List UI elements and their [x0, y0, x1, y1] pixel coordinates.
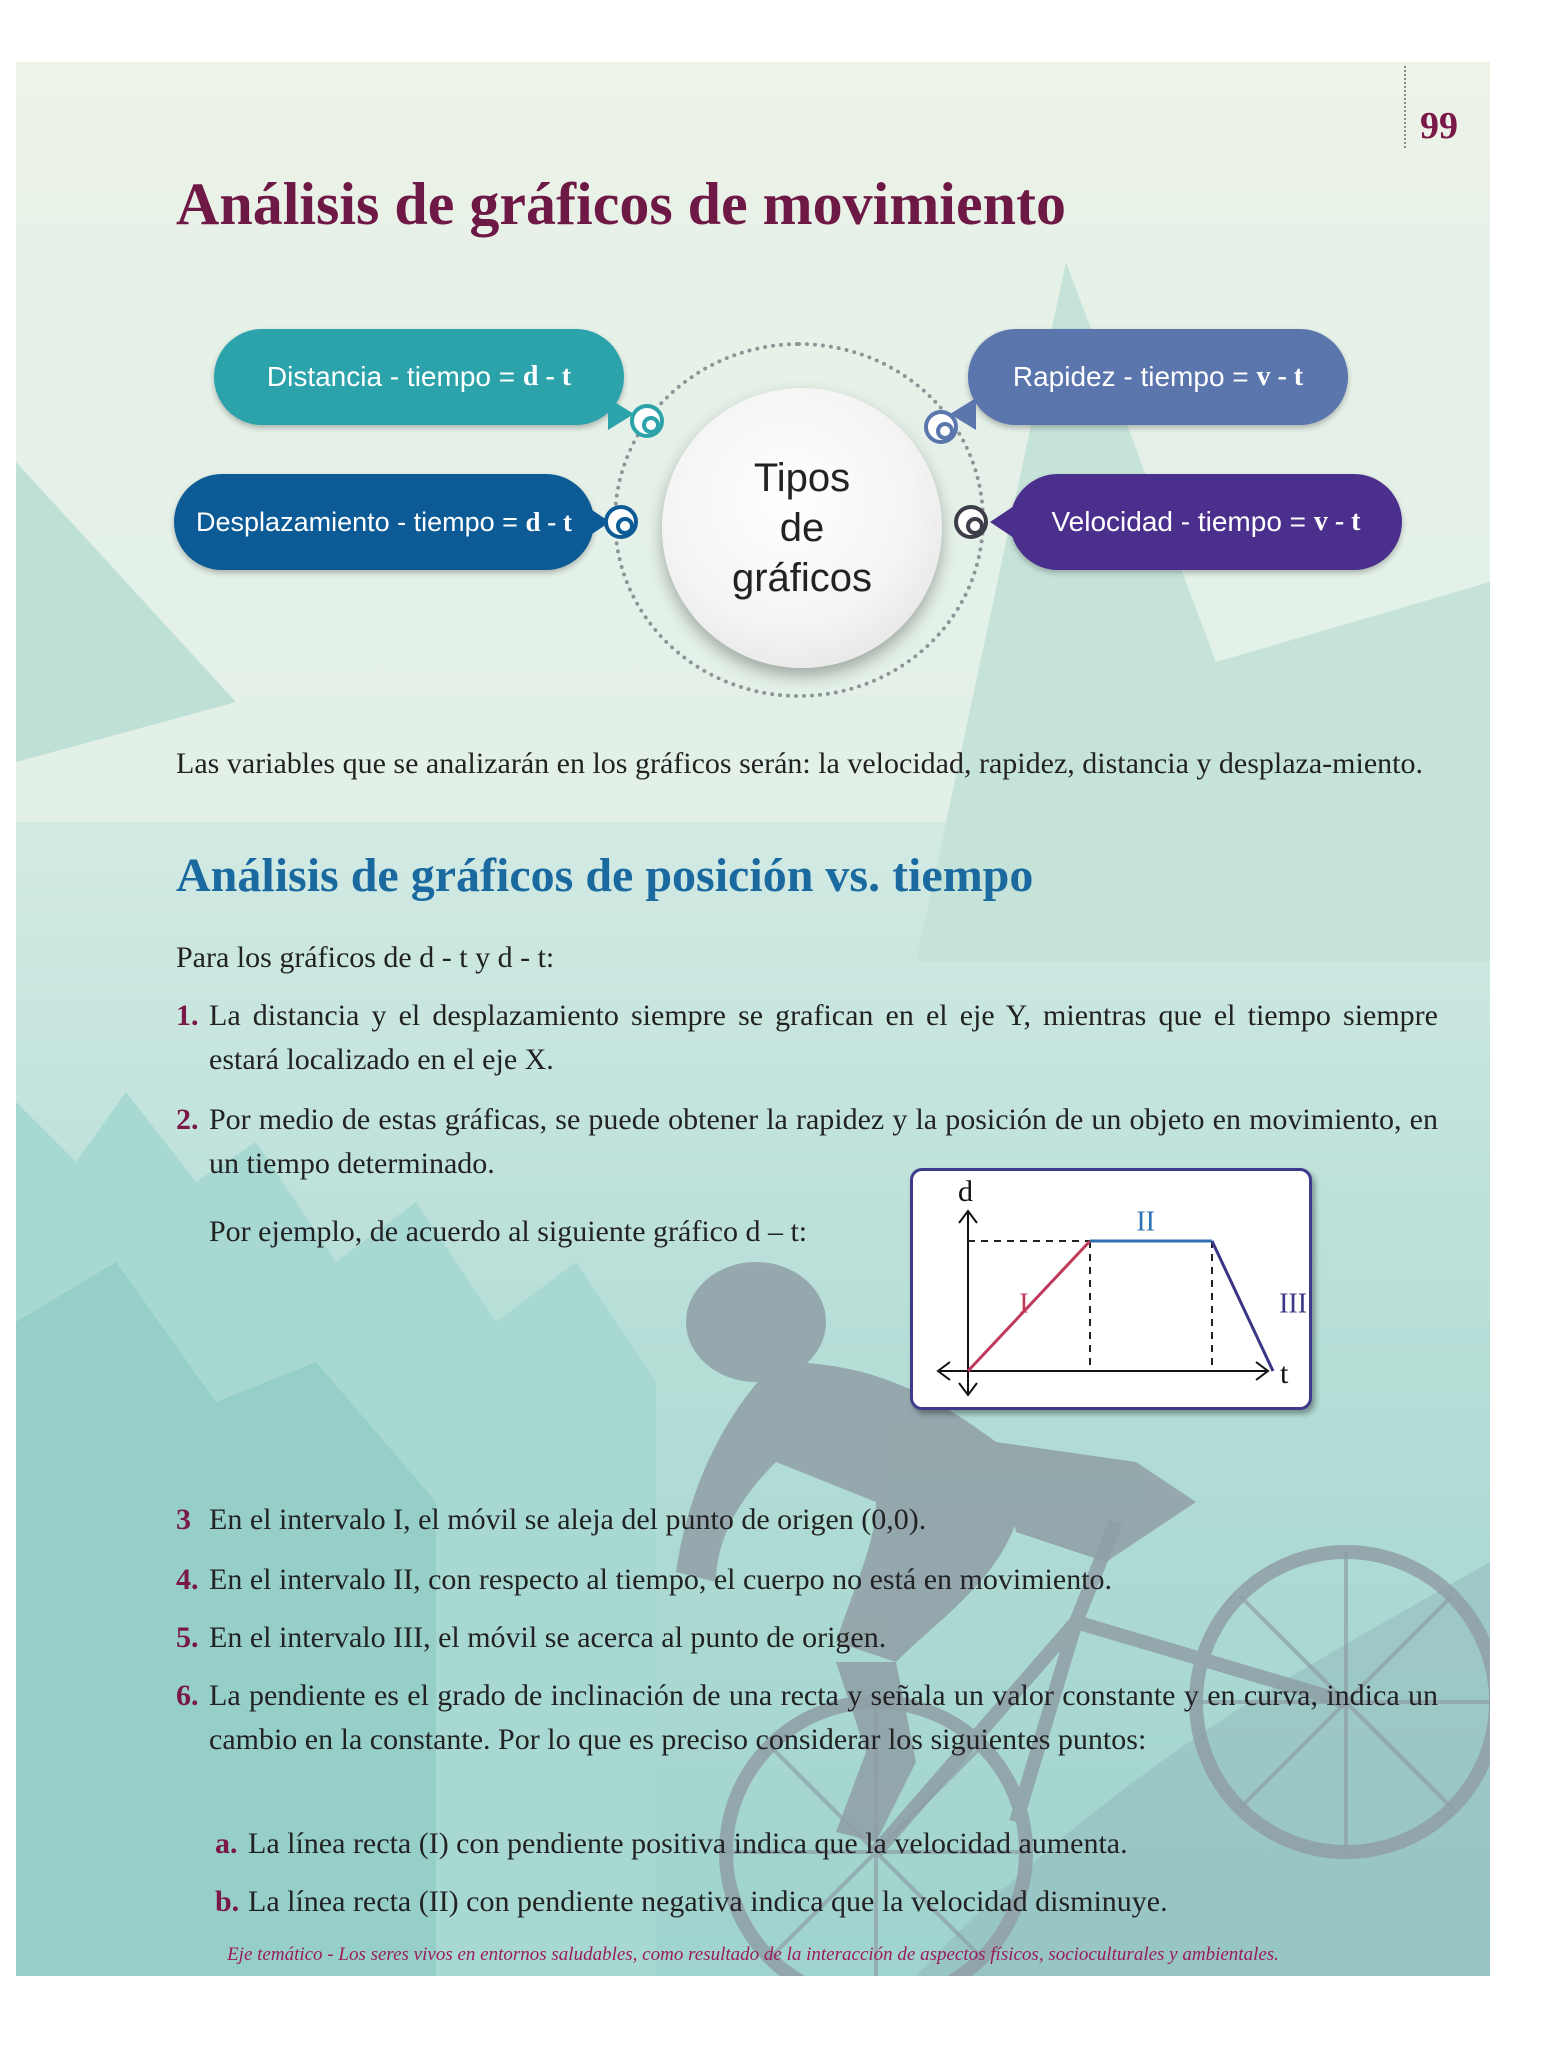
item-number: 5.: [176, 1621, 199, 1654]
page-number: 99: [1420, 105, 1458, 147]
bubble-formula: v - t: [1313, 506, 1361, 537]
bubble-desplazamiento-tiempo: [174, 474, 594, 570]
list-item: [176, 1498, 1438, 1542]
item-letter: a.: [215, 1827, 238, 1860]
bubble-label: Desplazamiento - tiempo =: [196, 506, 518, 537]
list-item: [176, 994, 1438, 1082]
center-line: de: [779, 506, 825, 550]
connector-node: [954, 505, 988, 539]
connector-node: [604, 505, 638, 539]
bubble-distancia-tiempo: [214, 329, 624, 425]
sub-list-item: [215, 1880, 1315, 1924]
bubble-label: Velocidad - tiempo =: [1051, 506, 1307, 537]
diagram-center: [662, 388, 942, 668]
dt-graph: [910, 1168, 1312, 1410]
item-text: La distancia y el desplazamiento siempre se grafican en el eje Y, mientras que el tiempo siempre estará localizado en el eje X.: [209, 999, 1438, 1076]
bubble-formula: d - t: [522, 361, 572, 392]
list-item: [176, 1674, 1438, 1762]
interval-label-I: I: [1019, 1288, 1029, 1320]
list-item: [176, 1616, 1438, 1660]
page-title: Análisis de gráficos de movimiento: [176, 171, 1066, 237]
item-text: La línea recta (II) con pendiente negativa indica que la velocidad disminuye.: [248, 1885, 1168, 1918]
item-number: 3: [176, 1503, 191, 1536]
item-letter: b.: [215, 1885, 240, 1918]
bubble-label: Distancia - tiempo =: [266, 361, 516, 392]
bubble-label: Rapidez - tiempo =: [1012, 361, 1249, 392]
connector-node: [924, 410, 958, 444]
bubble-tail: [990, 506, 1014, 538]
sub-list-item: [215, 1822, 1315, 1866]
bubble-rapidez-tiempo: [968, 329, 1348, 425]
bubble-velocidad-tiempo: [1010, 474, 1402, 570]
item-text: La línea recta (I) con pendiente positiva indica que la velocidad aumenta.: [248, 1827, 1128, 1860]
item-number: 2.: [176, 1103, 199, 1136]
center-line: gráficos: [731, 556, 873, 600]
footer-theme-line: Eje temático - Los seres vivos en entornos saludables, como resultado de la interacción de aspectos físicos, socioculturales y ambientales.: [227, 1944, 1279, 1965]
interval-label-III: III: [1279, 1288, 1308, 1320]
segment-I: [968, 1241, 1090, 1371]
item-text: La pendiente es el grado de inclinación de una recta y señala un valor constante y en curva, indica un cambio en la constante. Por lo que es preciso considerar los siguientes puntos:: [209, 1679, 1438, 1756]
x-axis-label: t: [1280, 1357, 1289, 1390]
item-text: Por medio de estas gráficas, se puede obtener la rapidez y la posición de un objeto en movimiento, en un tiempo determinado.: [209, 1103, 1438, 1180]
item-number: 6.: [176, 1679, 199, 1712]
interval-label-II: II: [1136, 1206, 1156, 1238]
connector-node: [630, 404, 664, 438]
bubble-formula: d - t: [525, 506, 572, 537]
intro-paragraph: Las variables que se analizarán en los gráficos serán: la velocidad, rapidez, distancia y desplaza-miento.: [176, 747, 1423, 780]
y-axis-label: d: [958, 1175, 973, 1208]
item-number: 4.: [176, 1563, 199, 1596]
bubble-formula: v - t: [1256, 361, 1304, 392]
item-text: En el intervalo III, el móvil se acerca al punto de origen.: [209, 1621, 887, 1654]
segment-III: [1212, 1241, 1273, 1371]
center-line: Tipos: [753, 456, 851, 500]
item-number: 1.: [176, 999, 199, 1032]
example-lead: Por ejemplo, de acuerdo al siguiente gráfico d – t:: [209, 1215, 808, 1248]
list-item: [176, 1558, 1438, 1602]
item-text: En el intervalo I, el móvil se aleja del punto de origen (0,0).: [209, 1503, 927, 1536]
lead-paragraph: Para los gráficos de d - t y d - t:: [176, 941, 555, 974]
dt-graph-svg: [913, 1171, 1309, 1407]
page-number-rule: [1404, 66, 1406, 148]
section-title: Análisis de gráficos de posición vs. tiempo: [176, 849, 1034, 902]
item-text: En el intervalo II, con respecto al tiempo, el cuerpo no está en movimiento.: [209, 1563, 1113, 1596]
page: [16, 62, 1490, 1976]
